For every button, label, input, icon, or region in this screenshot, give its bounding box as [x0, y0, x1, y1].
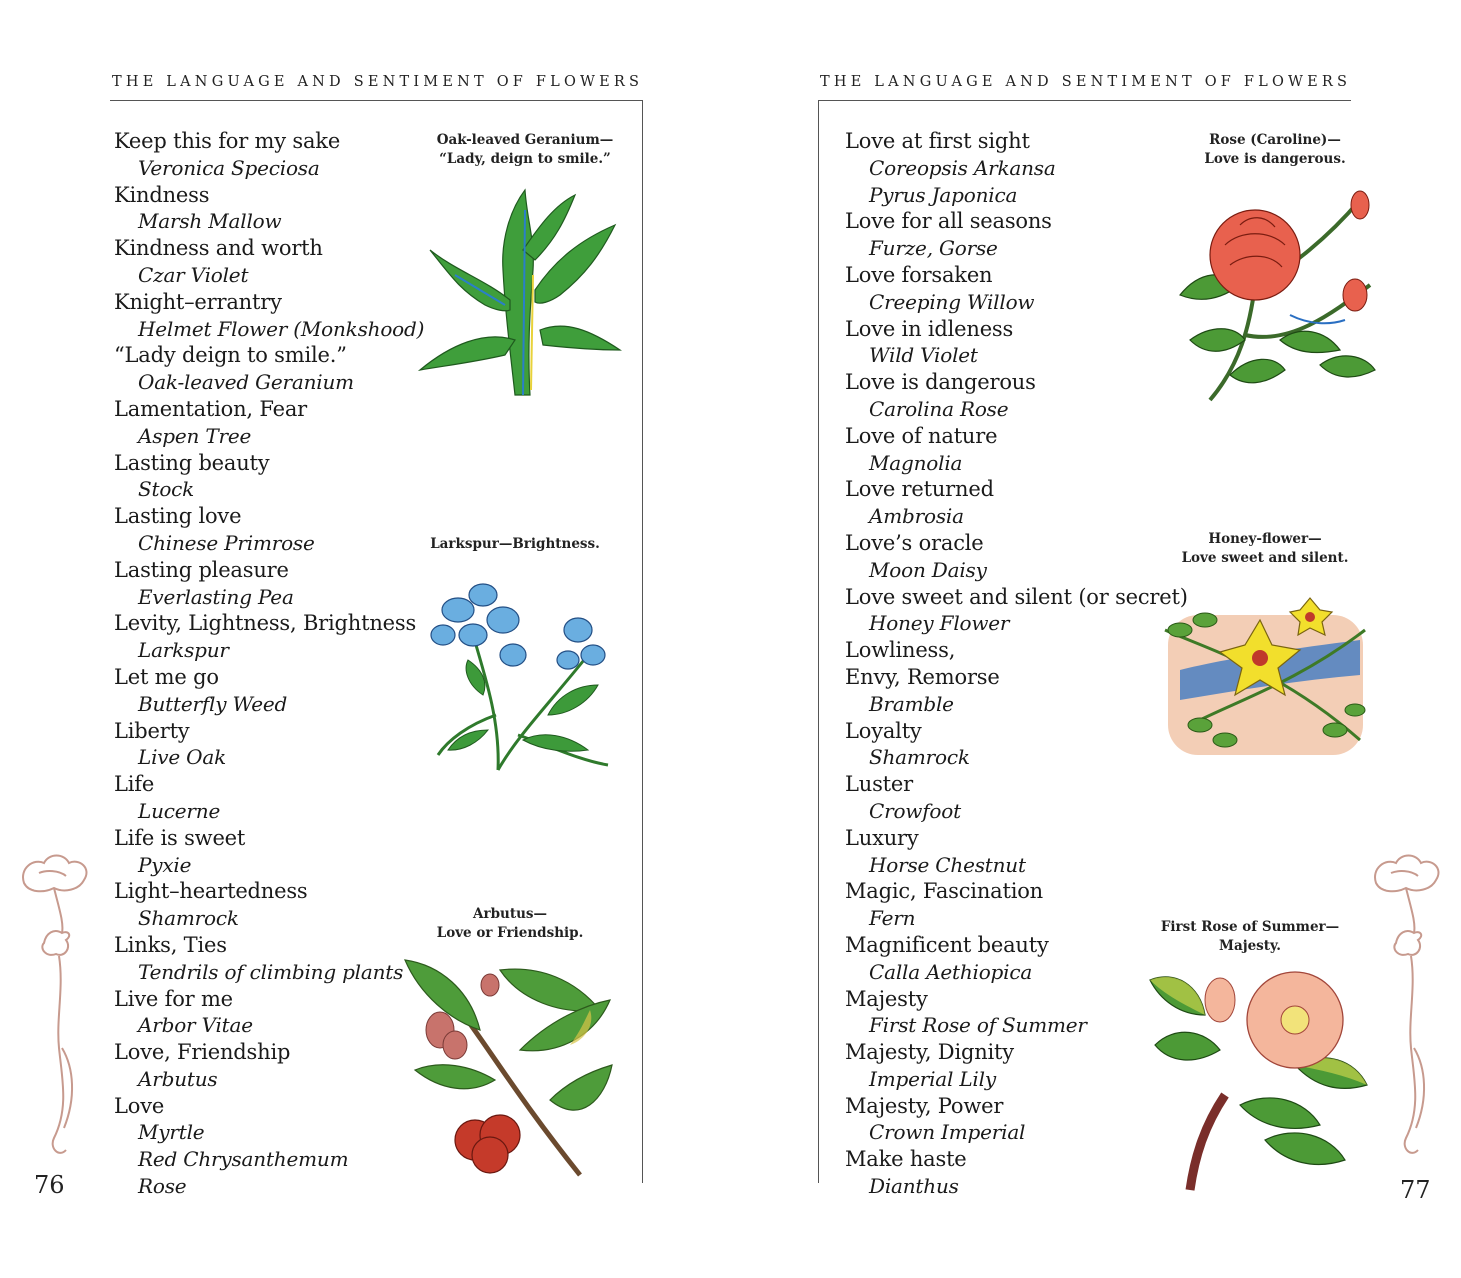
entry [114, 664, 424, 718]
sentiment-text: Magnificent beauty [845, 932, 1049, 957]
entry [114, 503, 424, 557]
plant-name: Moon Daisy [869, 557, 987, 582]
entry [114, 342, 424, 396]
plant-name: Czar Violet [138, 262, 249, 287]
sentiment-text: Lowliness, [845, 638, 956, 663]
plant-name: Bramble [869, 691, 954, 716]
plant-name: Magnolia [869, 450, 963, 475]
caption-larkspur [410, 535, 620, 554]
sentiment-text: Majesty, Power [845, 1093, 1004, 1118]
entry [114, 610, 424, 664]
sentiment-text: Lasting beauty [114, 450, 270, 475]
plant-name: Chinese Primrose [138, 530, 315, 555]
plant-name: Rose [138, 1174, 187, 1199]
sentiment-text: Liberty [114, 718, 190, 743]
entry [845, 932, 1188, 986]
sentiment-text: Luster [845, 772, 913, 797]
entry [845, 369, 1188, 423]
entry [845, 262, 1188, 316]
plant-name: Wild Violet [869, 343, 978, 368]
caption-line: First Rose of Summer— [1160, 919, 1340, 935]
plant-name: Live Oak [138, 745, 227, 770]
sentiment-text: Luxury [845, 825, 919, 850]
caption-line: Oak-leaved Geranium— [436, 132, 614, 148]
caption-line: “Lady, deign to smile.” [439, 151, 611, 167]
caption-line: Honey-flower— [1208, 531, 1322, 547]
plant-name: Larkspur [138, 638, 229, 663]
sentiment-text: Magic, Fascination [845, 879, 1043, 904]
caroline-rose-illustration [1170, 175, 1385, 405]
entry [114, 1093, 424, 1200]
caption-line: Love sweet and silent. [1181, 550, 1349, 566]
caption-arbutus [405, 905, 615, 943]
sentiment-text: Love returned [845, 477, 994, 502]
arbutus-illustration [400, 950, 615, 1185]
entry [114, 235, 424, 289]
sentiment-text: Kindness and worth [114, 236, 323, 261]
sentiment-text: Lasting pleasure [114, 557, 289, 582]
sentiment-text: Love’s oracle [845, 530, 984, 555]
page-number-left: 76 [34, 1171, 65, 1199]
caption-line: Love or Friendship. [436, 925, 584, 941]
plant-name: Veronica Speciosa [138, 155, 320, 180]
caption-first-rose [1150, 918, 1350, 956]
sentiment-text: Lasting love [114, 504, 242, 529]
entry [845, 423, 1188, 477]
entry [845, 1039, 1188, 1093]
sentiment-text: Let me go [114, 664, 219, 689]
entry [114, 182, 424, 236]
sentiment-text: Love of nature [845, 423, 998, 448]
plant-name: Helmet Flower (Monkshood) [138, 316, 425, 341]
oak-geranium-illustration [415, 180, 630, 405]
entry [845, 1146, 1188, 1200]
plant-name: Crowfoot [869, 798, 961, 823]
sentiment-text: Live for me [114, 986, 233, 1011]
plant-name: Pyrus Japonica [869, 182, 1018, 207]
plant-name: Stock [138, 477, 195, 502]
plant-name: Butterfly Weed [138, 691, 288, 716]
plant-name: Myrtle [138, 1120, 205, 1145]
sentiment-text: Lamentation, Fear [114, 396, 307, 421]
running-head-left: THE LANGUAGE AND SENTIMENT OF FLOWERS [112, 74, 644, 90]
entry [845, 208, 1188, 262]
plant-name: Red Chrysanthemum [138, 1147, 349, 1172]
entry [114, 557, 424, 611]
plant-name: Horse Chestnut [869, 852, 1026, 877]
plant-name: Crown Imperial [869, 1120, 1026, 1145]
running-head-right: THE LANGUAGE AND SENTIMENT OF FLOWERS [820, 74, 1352, 90]
sentiment-text: Majesty [845, 986, 928, 1011]
sentiment-text: Loyalty [845, 718, 922, 743]
entry [114, 718, 424, 772]
entry [845, 718, 1188, 772]
sentiment-text: “Lady deign to smile.” [114, 343, 347, 368]
plant-name: Creeping Willow [869, 289, 1035, 314]
entry [114, 878, 424, 932]
entry-list-right [845, 128, 1188, 1200]
caption-oak-geranium [420, 131, 630, 169]
plant-name: Dianthus [869, 1174, 959, 1199]
sentiment-text: Knight–errantry [114, 289, 282, 314]
entry [845, 584, 1188, 638]
sentiment-text: Love sweet and silent (or secret) [845, 584, 1188, 609]
plant-name: Arbutus [138, 1066, 218, 1091]
floral-ornament-right [1366, 848, 1446, 1163]
plant-name: Pyxie [138, 852, 192, 877]
plant-name: Shamrock [869, 745, 970, 770]
entry [114, 825, 424, 879]
caption-line: Arbutus— [473, 906, 547, 922]
entry [114, 932, 424, 986]
plant-name: Everlasting Pea [138, 584, 294, 609]
plant-name: Arbor Vitae [138, 1013, 253, 1038]
sentiment-text: Levity, Lightness, Brightness [114, 611, 417, 636]
sentiment-text: Love for all seasons [845, 209, 1052, 234]
plant-name: Tendrils of climbing plants [138, 959, 404, 984]
entry-list-left [114, 128, 424, 1200]
plant-name: Coreopsis Arkansa [869, 155, 1056, 180]
entry [845, 825, 1188, 879]
plant-name: Honey Flower [869, 611, 1010, 636]
entry [114, 128, 424, 182]
sentiment-text: Love is dangerous [845, 370, 1036, 395]
sentiment-text: Love, Friendship [114, 1040, 291, 1065]
entry [845, 476, 1188, 530]
entry [845, 316, 1188, 370]
entry [845, 1093, 1188, 1147]
gutter-rule-right [818, 100, 819, 1183]
honey-flower-illustration [1160, 590, 1375, 770]
entry [114, 289, 424, 343]
entry [114, 396, 424, 450]
page-number-right: 77 [1400, 1176, 1431, 1204]
plant-name: Ambrosia [869, 504, 964, 529]
sentiment-text: Love in idleness [845, 316, 1014, 341]
entry [845, 530, 1188, 584]
plant-name: Furze, Gorse [869, 236, 998, 261]
sentiment-text: Majesty, Dignity [845, 1040, 1014, 1065]
entry [845, 878, 1188, 932]
sentiment-text: Envy, Remorse [845, 664, 1000, 689]
sentiment-text: Keep this for my sake [114, 129, 341, 153]
sentiment-text: Light–heartedness [114, 879, 308, 904]
plant-name: Imperial Lily [869, 1066, 996, 1091]
gutter-rule-left [642, 100, 643, 1183]
plant-name: Calla Aethiopica [869, 959, 1033, 984]
sentiment-text: Links, Ties [114, 932, 227, 957]
sentiment-text: Love at first sight [845, 129, 1030, 153]
caption-line: Majesty. [1219, 938, 1281, 954]
caption-caroline-rose [1175, 131, 1375, 169]
plant-name: Fern [869, 906, 916, 931]
plant-name: First Rose of Summer [869, 1013, 1087, 1038]
entry [845, 986, 1188, 1040]
entry [845, 771, 1188, 825]
sentiment-text: Life [114, 772, 155, 797]
header-rule-right [818, 100, 1351, 101]
entry [114, 986, 424, 1040]
sentiment-text: Kindness [114, 182, 210, 207]
caption-line: Larkspur—Brightness. [430, 536, 600, 552]
entry [845, 637, 1188, 664]
header-rule-left [110, 100, 643, 101]
first-rose-illustration [1145, 965, 1370, 1195]
larkspur-illustration [428, 565, 623, 780]
entry [845, 128, 1188, 208]
sentiment-text: Life is sweet [114, 825, 246, 850]
plant-name: Oak-leaved Geranium [138, 370, 354, 395]
caption-honey-flower [1165, 530, 1365, 568]
plant-name: Lucerne [138, 798, 221, 823]
plant-name: Shamrock [138, 906, 239, 931]
plant-name: Aspen Tree [138, 423, 252, 448]
entry [114, 771, 424, 825]
entry [114, 450, 424, 504]
plant-name: Carolina Rose [869, 396, 1009, 421]
entry [845, 664, 1188, 718]
caption-line: Rose (Caroline)— [1209, 132, 1341, 148]
plant-name: Marsh Mallow [138, 209, 282, 234]
floral-ornament-left [14, 848, 94, 1163]
entry [114, 1039, 424, 1093]
sentiment-text: Love forsaken [845, 262, 993, 287]
sentiment-text: Love [114, 1093, 165, 1118]
sentiment-text: Make haste [845, 1147, 967, 1172]
caption-line: Love is dangerous. [1204, 151, 1346, 167]
